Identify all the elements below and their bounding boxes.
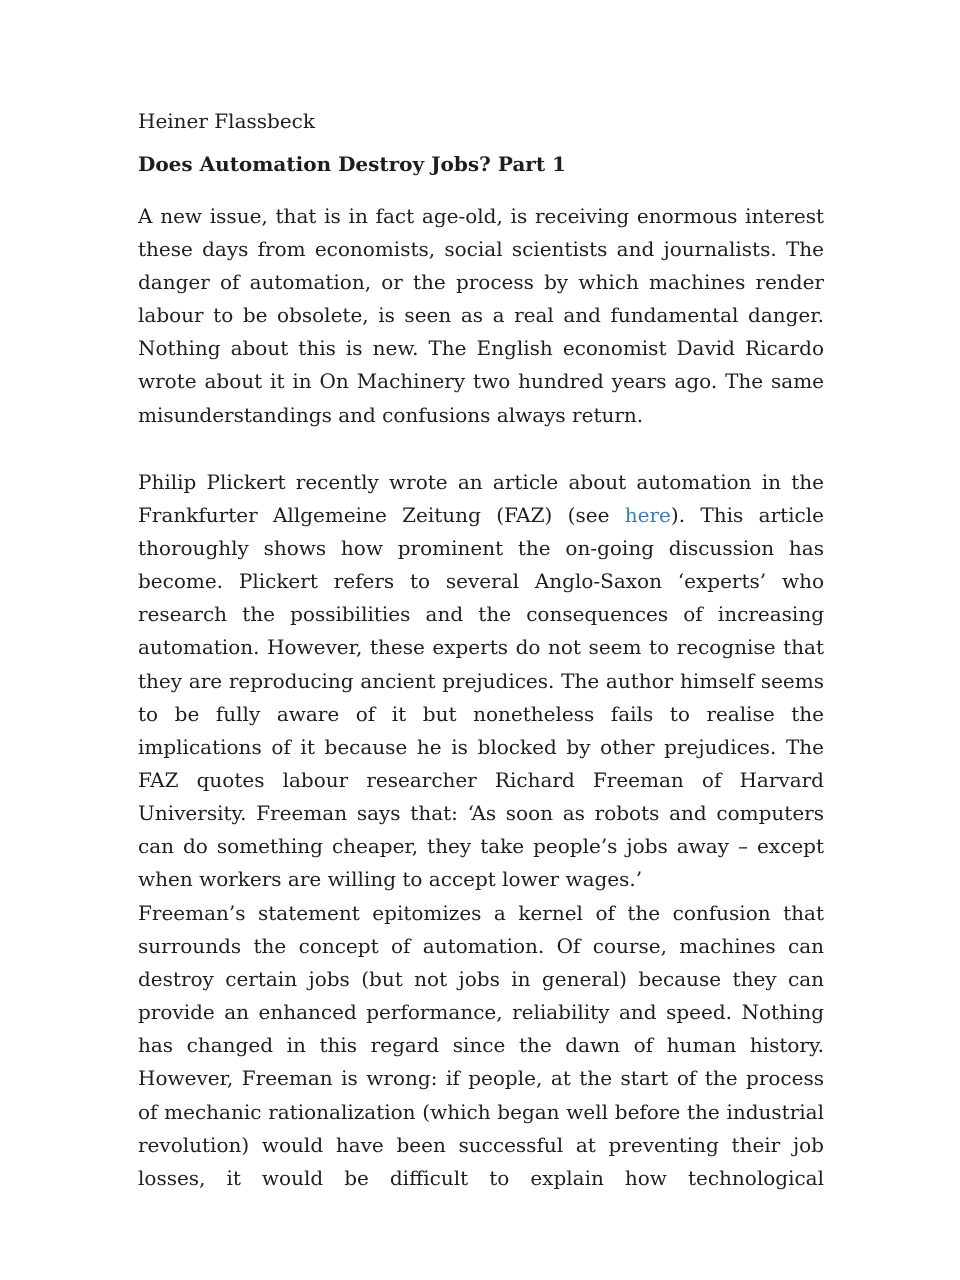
paragraph-3 (138, 897, 824, 1195)
here-link[interactable]: here (624, 503, 671, 528)
p2-text-3: ). This article thoroughly shows how prominent the on-going discussion has become. Plickert refers to several Anglo-Saxon ‘experts’ who research the possibilities and the consequences of increasing automation. However, these experts do not seem to recognise that they are reproducing ancient prejudices. The author himself seems to be fully aware of it but nonetheless fails to realise the implications of it because he is blocked by other prejudices. The FAZ quotes labour researcher Richard Freeman of Harvard University. Freeman says that: ‘As soon as robots and computers can do something cheaper, they take people’s jobs away – except when workers are willing to accept lower wages.’ (138, 503, 824, 892)
p2-text-1: Philip Plickert recently wrote an article about automation in the (138, 470, 824, 494)
p1-text-2: two hundred years ago. The same misunderstandings and confusions always return. (138, 369, 825, 427)
paragraph-1 (138, 200, 824, 432)
p3-text-1: Freeman’s statement epitomizes a kernel of the confusion that surrounds the concept of automation. Of course, machines can destroy certain jobs (but not jobs in general) because they can provide an enhanced performance, reliability and speed. Nothing has changed in this regard since the dawn of human history. However, Freeman is wrong: if people, at the start of the process of mechanic rationalization (which began well before the industrial revolution) would have been successful at preventing their job losses, it would be difficult to explain how technological (138, 901, 824, 1190)
p1-italic-book-title: On Machinery (319, 369, 466, 394)
p1-text-1: A new issue, that is in fact age-old, is receiving enormous interest these days from economists, social scientists and journalists. The danger of automation, or the process by which machines render labour to be obsolete, is seen as a real and fundamental danger. Nothing about this is new. The English economist David Ricardo wrote about it in (138, 204, 824, 394)
author-name: Heiner Flassbeck (138, 109, 315, 133)
p2-italic-newspaper-name: Frankfurter Allgemeine Zeitung (138, 503, 481, 528)
article-title: Does Automation Destroy Jobs? Part 1 (138, 152, 566, 176)
paragraph-2 (138, 466, 824, 896)
p2-text-2: (FAZ) (see (480, 503, 625, 528)
